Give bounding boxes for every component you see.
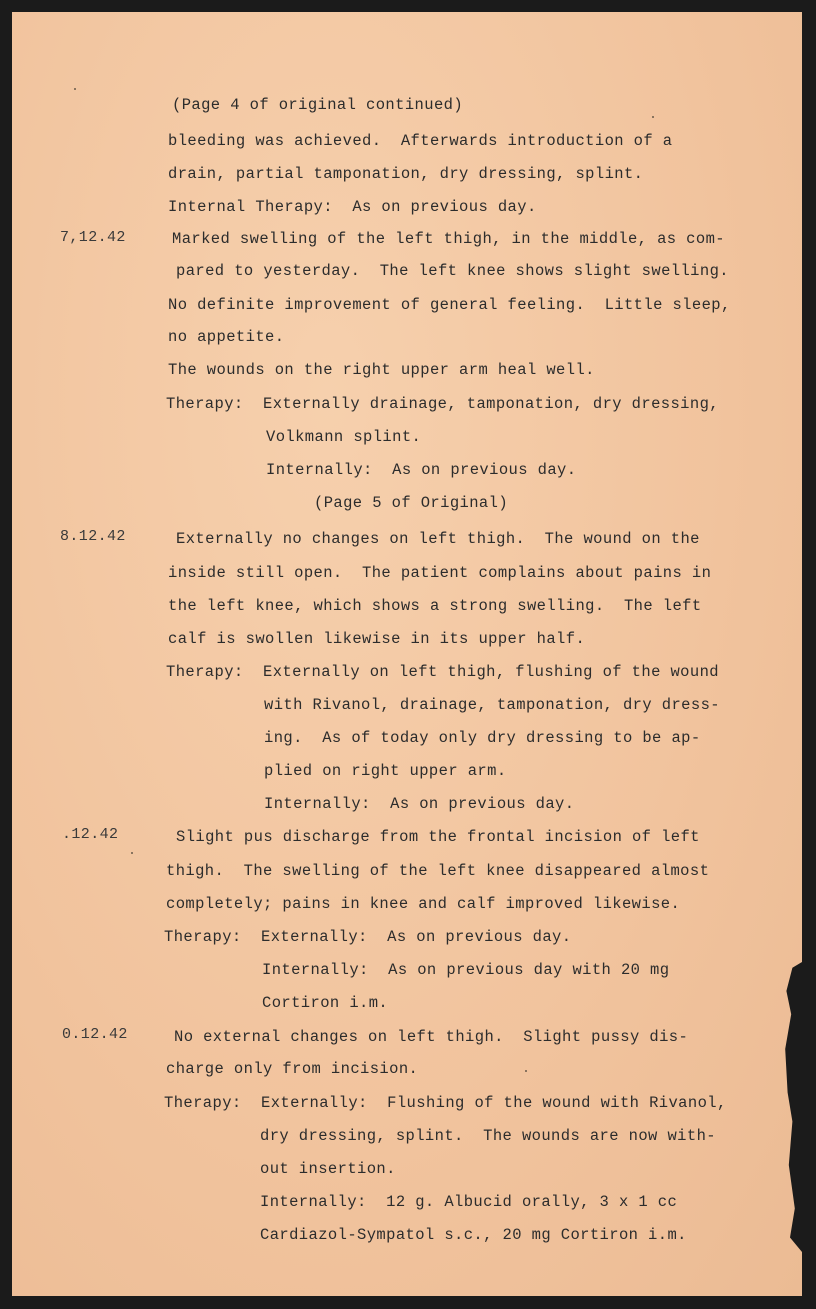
- text-line: Therapy: Externally drainage, tamponation, dry dressing,: [166, 395, 719, 413]
- text-line: Externally no changes on left thigh. The wound on the: [176, 530, 700, 548]
- text-line: charge only from incision.: [166, 1060, 419, 1078]
- text-line: Internally: As on previous day.: [266, 461, 577, 479]
- text-line: Cardiazol-Sympatol s.c., 20 mg Cortiron i.m.: [260, 1226, 687, 1244]
- paper-speck: [525, 1070, 527, 1072]
- entry-date: 0.12.42: [62, 1026, 128, 1043]
- text-line: thigh. The swelling of the left knee disappeared almost: [166, 862, 710, 880]
- paper-speck: [131, 852, 133, 854]
- text-line: Internally: As on previous day.: [264, 795, 575, 813]
- text-line: bleeding was achieved. Afterwards introduction of a: [168, 132, 673, 150]
- text-line: Volkmann splint.: [266, 428, 422, 446]
- text-line: calf is swollen likewise in its upper half.: [168, 630, 586, 648]
- text-line: dry dressing, splint. The wounds are now with-: [260, 1127, 716, 1145]
- text-line: Internal Therapy: As on previous day.: [168, 198, 537, 216]
- text-line: completely; pains in knee and calf improved likewise.: [166, 895, 681, 913]
- text-line: no appetite.: [168, 328, 285, 346]
- text-line: the left knee, which shows a strong swelling. The left: [168, 597, 702, 615]
- entry-date: .12.42: [62, 826, 119, 843]
- text-line: Therapy: Externally: As on previous day.: [164, 928, 572, 946]
- text-line: Slight pus discharge from the frontal incision of left: [176, 828, 700, 846]
- text-line: The wounds on the right upper arm heal well.: [168, 361, 595, 379]
- text-line: Cortiron i.m.: [262, 994, 389, 1012]
- text-line: with Rivanol, drainage, tamponation, dry dress-: [264, 696, 720, 714]
- text-line: No external changes on left thigh. Slight pussy dis-: [174, 1028, 689, 1046]
- entry-date: 7,12.42: [60, 229, 126, 246]
- page-heading: (Page 4 of original continued): [172, 96, 464, 114]
- text-line: ing. As of today only dry dressing to be ap-: [264, 729, 701, 747]
- text-line: Marked swelling of the left thigh, in the middle, as com-: [172, 230, 725, 248]
- torn-edge: [778, 962, 802, 1252]
- text-line: Therapy: Externally: Flushing of the wound with Rivanol,: [164, 1094, 727, 1112]
- paper-speck: [74, 88, 76, 90]
- text-line: plied on right upper arm.: [264, 762, 507, 780]
- text-line: Internally: As on previous day with 20 mg: [262, 961, 670, 979]
- text-line: drain, partial tamponation, dry dressing, splint.: [168, 165, 644, 183]
- text-line: inside still open. The patient complains about pains in: [168, 564, 712, 582]
- text-line: Internally: 12 g. Albucid orally, 3 x 1 cc: [260, 1193, 678, 1211]
- entry-date: 8.12.42: [60, 528, 126, 545]
- text-line: out insertion.: [260, 1160, 396, 1178]
- paper-speck: [652, 116, 654, 118]
- text-line: pared to yesterday. The left knee shows slight swelling.: [176, 262, 729, 280]
- text-line: No definite improvement of general feeling. Little sleep,: [168, 296, 731, 314]
- text-line: Therapy: Externally on left thigh, flushing of the wound: [166, 663, 719, 681]
- page-heading: (Page 5 of Original): [314, 494, 509, 512]
